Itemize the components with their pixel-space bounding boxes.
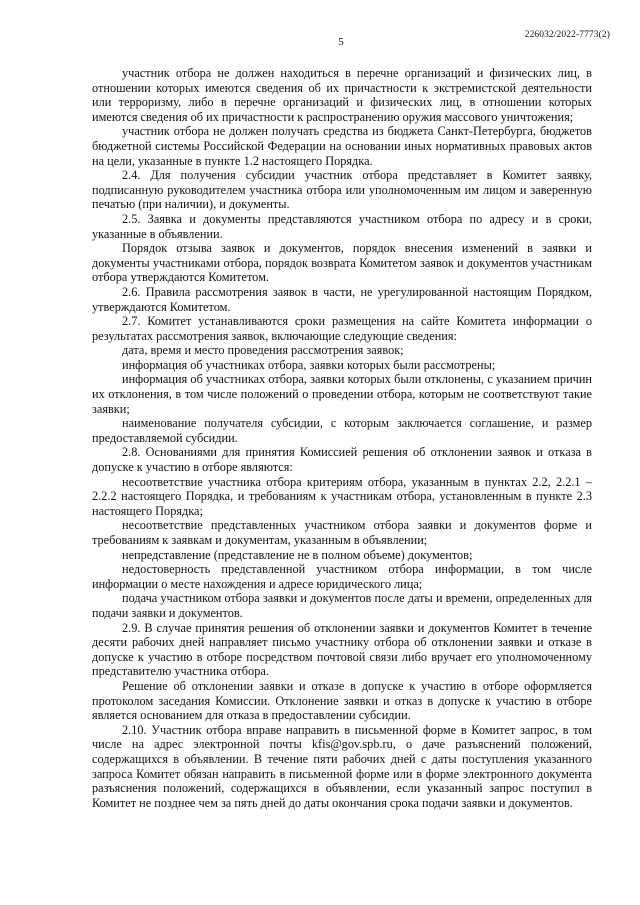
paragraph-2-8: 2.8. Основаниями для принятия Комиссией решения об отклонении заявок и отказа в допуске к участию в отборе являются: <box>92 445 592 475</box>
document-body <box>92 66 592 810</box>
list-item-form-mismatch: несоответствие представленных участником отбора заявки и документов форме и требованиям к заявкам и документам, указанным в объявлении; <box>92 518 592 547</box>
paragraph-2-9: 2.9. В случае принятия решения об отклонении заявки и документов Комитет в течение десяти рабочих дней направляет письмо участнику отбора об отклонении заявки и отказе в допуске к участию в отборе посредством почтовой связи либо вручает его уполномоченному представителю участника отбора. <box>92 620 592 679</box>
paragraph-2-5: 2.5. Заявка и документы представляются участником отбора по адресу и в сроки, указанные в объявлении. <box>92 211 592 241</box>
paragraph-2-4: 2.4. Для получения субсидии участник отбора представляет в Комитет заявку, подписанную руководителем участника отбора или уполномоченным им лицом и заверенную печатью (при наличии), и документы. <box>92 168 592 212</box>
paragraph-2-6: 2.6. Правила рассмотрения заявок в части, не урегулированной настоящим Порядком, утверждаются Комитетом. <box>92 284 592 314</box>
paragraph-extremism-list: участник отбора не должен находиться в перечне организаций и физических лиц, в отношении которых имеются сведения об их причастности к экстремистской деятельности или терроризму, либо в перечне организаций и физических лиц, в отношении которых имеются сведения об их причастности к распространению оружия массового уничтожения; <box>92 66 592 124</box>
list-item-considered-participants: информация об участниках отбора, заявки которых были рассмотрены; <box>122 357 496 372</box>
page-number: 5 <box>338 36 344 48</box>
list-item-date-time-place: дата, время и место проведения рассмотрения заявок; <box>122 343 404 358</box>
list-item-nonsubmission: непредставление (представление не в полном объеме) документов; <box>122 547 473 562</box>
list-item-recipient-name: наименование получателя субсидии, с которым заключается соглашение, и размер предоставляемой субсидии. <box>92 416 592 445</box>
paragraph-2-7: 2.7. Комитет устанавливаются сроки размещения на сайте Комитета информации о результатах рассмотрения заявок, включающие следующие сведения: <box>92 314 592 343</box>
list-item-inaccuracy: недостоверность представленной участником отбора информации, в том числе информации о месте нахождения и адресе юридического лица; <box>92 562 592 591</box>
list-item-late-submission: подача участником отбора заявки и документов после даты и времени, определенных для подачи заявки и документов. <box>92 591 592 620</box>
paragraph-no-budget-funds: участник отбора не должен получать средства из бюджета Санкт-Петербурга, бюджетов бюджетной системы Российской Федерации на основании иных нормативных правовых актов на цели, указанные в пункте 1.2 настоящего Порядка. <box>92 124 592 168</box>
paragraph-rejection-protocol: Решение об отклонении заявки и отказе в допуске к участию в отборе оформляется протоколом заседания Комиссии. Отклонение заявки и отказ в допуске к участию в отборе является основанием для отказа в предоставлении субсидии. <box>92 678 592 723</box>
paragraph-withdrawal-order: Порядок отзыва заявок и документов, порядок внесения изменений в заявки и документы участниками отбора, порядок возврата Комитетом заявок и документов участникам отбора утверждаются Комитетом. <box>92 241 592 285</box>
paragraph-2-10: 2.10. Участник отбора вправе направить в письменной форме в Комитет запрос, в том числе на адрес электронной почты kfis@gov.spb.ru, о даче разъяснений положений, содержащихся в объявлении. В течение пяти рабочих дней с даты поступления указанного запроса Комитет обязан направить в письменной форме или в форме электронного документа разъяснения положений, содержащихся в объявлении, если указанный запрос поступил в Комитет не позднее чем за пять дней до даты окончания срока подачи заявки и документов. <box>92 722 592 810</box>
list-item-criteria-mismatch: несоответствие участника отбора критериям отбора, указанным в пунктах 2.2, 2.2.1 – 2.2.2 настоящего Порядка, и требованиям к участникам отбора, установленным в пункте 2.3 настоящего Порядка; <box>92 474 592 518</box>
document-reference-number: 226032/2022-7773(2) <box>524 30 610 40</box>
list-item-rejected-participants: информация об участниках отбора, заявки которых были отклонены, с указанием причин их отклонения, в том числе положений о проведении отбора, которым не соответствуют такие заявки; <box>92 372 592 416</box>
